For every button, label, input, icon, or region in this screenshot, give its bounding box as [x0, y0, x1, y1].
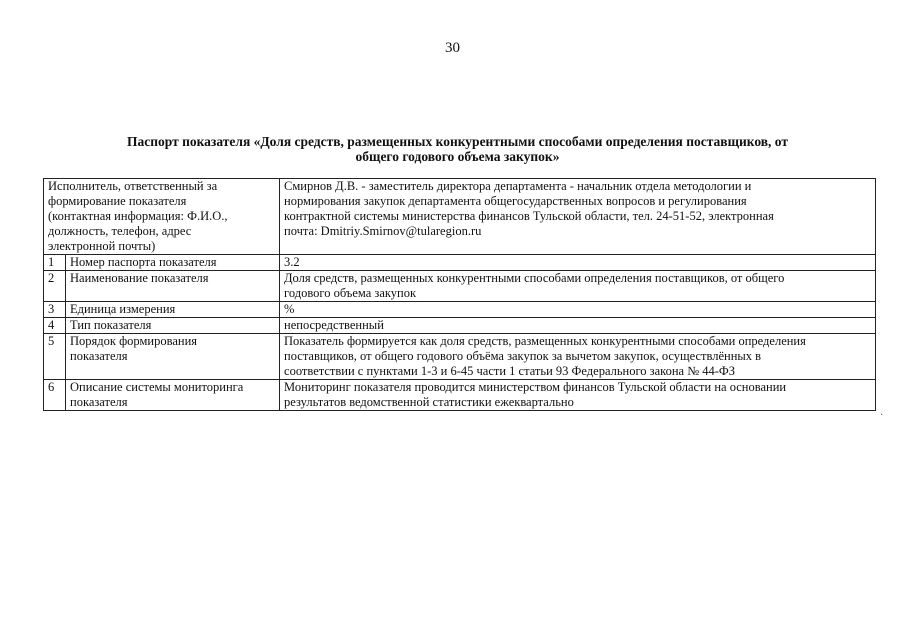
row-label-line: Единица измерения [70, 302, 176, 316]
row-value-line: Мониторинг показателя проводится министерством финансов Тульской области на основании [284, 380, 787, 394]
row-label [66, 271, 280, 302]
row-number: 6 [44, 380, 66, 411]
row-number: 3 [44, 302, 66, 318]
row-value [280, 318, 876, 334]
responsible-value-cell [280, 179, 876, 255]
table-row [44, 255, 876, 271]
row-label [66, 380, 280, 411]
row-value-line: Доля средств, размещенных конкурентными способами определения поставщиков, от общего [284, 271, 785, 285]
indicator-passport-table [43, 178, 876, 411]
title-line-1: Паспорт показателя «Доля средств, размещенных конкурентными способами определения поставщиков, от [126, 134, 789, 149]
row-label-line: показателя [70, 395, 128, 409]
row-label-line: Номер паспорта показателя [70, 255, 217, 269]
row-value [280, 271, 876, 302]
table-row [44, 380, 876, 411]
responsible-label-cell [44, 179, 280, 255]
row-value-line: 3.2 [284, 255, 300, 269]
row-label [66, 255, 280, 271]
row-value-line: соответствии с пунктами 1-3 и 6-45 части 1 статьи 93 Федерального закона № 44-ФЗ [284, 364, 736, 378]
row-value-line: годового объема закупок [284, 286, 417, 300]
row-value [280, 380, 876, 411]
responsible-value-line: почта: Dmitriy.Smirnov@tularegion.ru [284, 224, 482, 238]
row-value [280, 255, 876, 271]
table-row [44, 318, 876, 334]
row-label-line: Порядок формирования [70, 334, 198, 348]
table-row [44, 334, 876, 380]
row-value-line: Показатель формируется как доля средств, размещенных конкурентными способами определения [284, 334, 806, 348]
row-label [66, 318, 280, 334]
responsible-label-line: Исполнитель, ответственный за [48, 179, 218, 193]
row-value-line: непосредственный [284, 318, 384, 332]
responsible-value-line: контрактной системы министерства финансов Тульской области, тел. 24-51-52, электронная [284, 209, 774, 223]
responsible-label-line: электронной почты) [48, 239, 156, 253]
responsible-value-line: нормирования закупок департамента общегосударственных вопросов и регулирования [284, 194, 747, 208]
row-number: 1 [44, 255, 66, 271]
row-value-line: поставщиков, от общего годового объёма закупок за вычетом закупок, осуществлённых в [284, 349, 762, 363]
row-label-line: Описание системы мониторинга [70, 380, 244, 394]
row-value [280, 302, 876, 318]
row-number: 5 [44, 334, 66, 380]
responsible-value-line: Смирнов Д.В. - заместитель директора департамента - начальник отдела методологии и [284, 179, 752, 193]
table-row-responsible [44, 179, 876, 255]
row-value [280, 334, 876, 380]
row-value-line: % [284, 302, 295, 316]
page-number: 30 [445, 40, 460, 56]
row-label-line: показателя [70, 349, 128, 363]
document-title [90, 134, 825, 164]
responsible-label-line: (контактная информация: Ф.И.О., [48, 209, 228, 223]
row-label-line: Наименование показателя [70, 271, 209, 285]
table-row [44, 302, 876, 318]
title-line-2: общего годового объема закупок» [355, 149, 560, 164]
table-row [44, 271, 876, 302]
row-label [66, 334, 280, 380]
row-number: 4 [44, 318, 66, 334]
row-label [66, 302, 280, 318]
row-number: 2 [44, 271, 66, 302]
responsible-label-line: должность, телефон, адрес [48, 224, 192, 238]
row-label-line: Тип показателя [70, 318, 152, 332]
scan-speck: · [880, 410, 884, 421]
row-value-line: результатов ведомственной статистики ежеквартально [284, 395, 574, 409]
responsible-label-line: формирование показателя [48, 194, 187, 208]
